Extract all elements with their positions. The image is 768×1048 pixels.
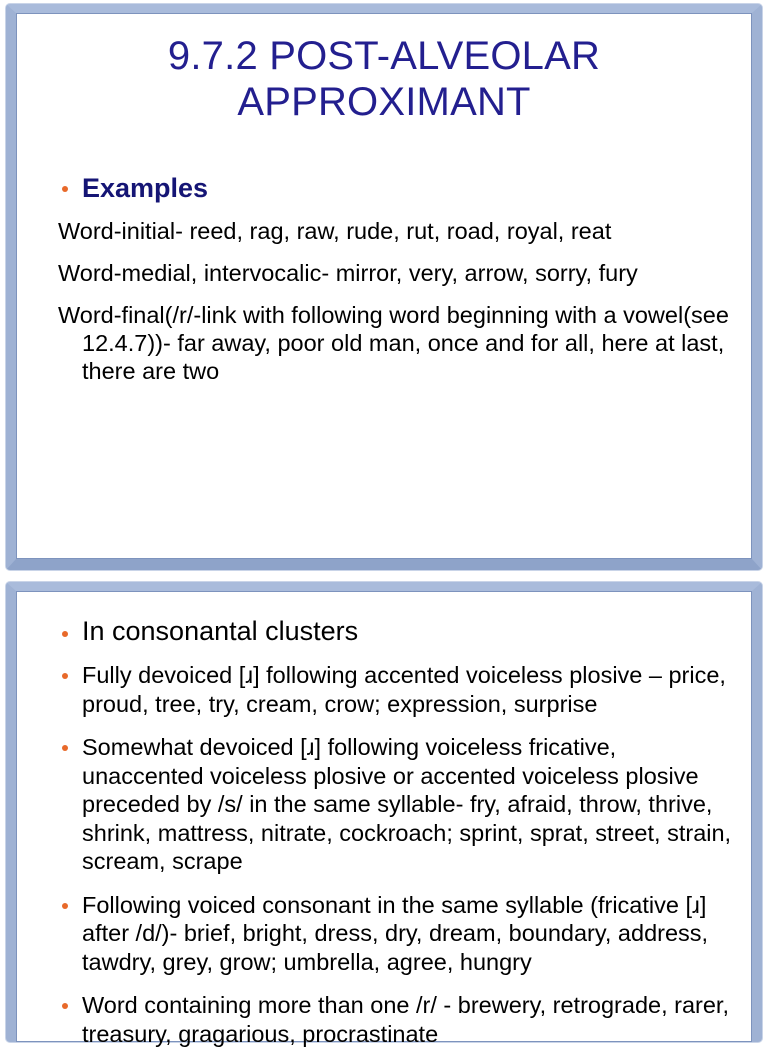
bullet-dot-icon xyxy=(62,673,68,679)
slide-1 xyxy=(6,4,762,570)
example-word-initial: Word-initial- reed, rag, raw, rude, rut, road, royal, reat xyxy=(58,218,612,244)
list-item xyxy=(62,733,742,876)
bullet-dot-icon xyxy=(62,1003,68,1009)
bullet-list xyxy=(62,615,742,1048)
title-line-2: APPROXIMANT xyxy=(237,80,531,124)
slide-title xyxy=(16,33,752,125)
examples-heading: Examples xyxy=(82,173,209,203)
bullet-dot-icon xyxy=(62,631,68,637)
list-item-text: In consonantal clusters xyxy=(82,616,359,646)
examples-bullet xyxy=(62,173,208,203)
list-item xyxy=(62,615,742,647)
list-item-text: Fully devoiced [ɹ] following accented voiceless plosive – price, proud, tree, try, cream, crow; expression, surprise xyxy=(82,662,726,717)
list-item xyxy=(62,991,742,1048)
list-item xyxy=(62,661,742,718)
list-item-text: Somewhat devoiced [ɹ] following voiceless fricative, unaccented voiceless plosive or accented voiceless plosive preceded by /s/ in the same syllable- fry, afraid, throw, thrive, shrink, mattress, nitrate, cockroach; sprint, sprat, street, strain, scream, scrape xyxy=(82,734,732,874)
bullet-dot-icon xyxy=(62,903,68,909)
bullet-dot-icon xyxy=(62,186,68,192)
list-item xyxy=(62,891,742,977)
example-word-final: Word-final(/r/-link with following word beginning with a vowel(see 12.4.7))- far away, poor old man, once and for all, here at last, there are two xyxy=(58,302,729,384)
bullet-dot-icon xyxy=(62,745,68,751)
slide-2 xyxy=(6,582,762,1047)
title-line-1: 9.7.2 POST-ALVEOLAR xyxy=(167,34,601,78)
list-item-text: Following voiced consonant in the same syllable (fricative [ɹ] after /d/)- brief, bright, dress, dry, dream, boundary, address, tawdry, grey, grow; umbrella, agree, hungry xyxy=(82,891,709,975)
example-word-medial: Word-medial, intervocalic- mirror, very, arrow, sorry, fury xyxy=(58,260,638,286)
list-item-text: Word containing more than one /r/ - brewery, retrograde, rarer, treasury, gragarious, procrastinate xyxy=(82,992,729,1047)
